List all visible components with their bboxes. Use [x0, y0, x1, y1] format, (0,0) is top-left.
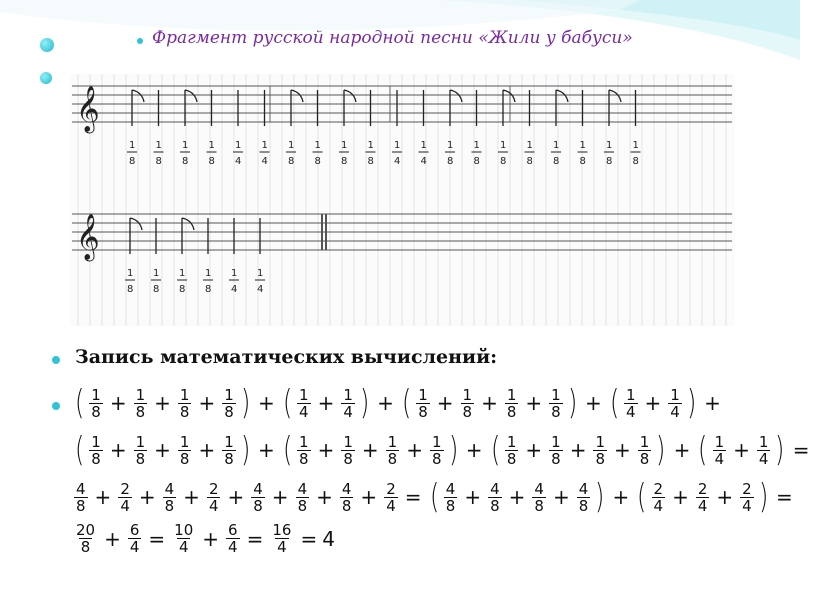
fraction [89, 387, 103, 420]
duration-numerator: 1 [153, 268, 160, 279]
plus-sign: + [716, 485, 734, 509]
duration-numerator: 1 [526, 140, 533, 151]
plus-sign: + [733, 438, 750, 462]
fraction-numerator: 1 [758, 432, 769, 451]
fraction-denominator: 4 [277, 538, 287, 556]
plus-sign: + [464, 485, 482, 509]
fraction-numerator: 2 [697, 479, 708, 498]
fraction [207, 481, 221, 514]
fraction-numerator: 20 [76, 521, 96, 539]
fraction-numerator: 1 [551, 385, 561, 404]
plus-sign: + [154, 391, 171, 415]
duration-denominator: 8 [179, 284, 186, 295]
duration-numerator: 1 [231, 268, 238, 279]
fraction [444, 481, 458, 514]
duration-numerator: 1 [179, 268, 186, 279]
plus-sign: + [183, 485, 200, 509]
fraction-numerator: 1 [299, 385, 309, 404]
fraction-numerator: 1 [462, 385, 473, 404]
fraction [297, 434, 311, 467]
duration-denominator: 4 [394, 156, 401, 167]
duration-denominator: 4 [261, 156, 268, 167]
fraction [713, 434, 727, 467]
fraction-denominator: 8 [639, 449, 650, 468]
open-paren: ( [429, 477, 439, 517]
fraction-denominator: 8 [135, 402, 146, 421]
fraction-denominator: 8 [341, 496, 352, 515]
fraction [74, 481, 88, 514]
fraction-numerator: 1 [714, 432, 725, 451]
fraction-denominator: 4 [742, 496, 752, 515]
fraction [638, 434, 652, 467]
duration-denominator: 8 [632, 156, 639, 167]
slide-title: Фрагмент русской народной песни «Жили у бабуси» [152, 28, 633, 48]
close-paren: ) [758, 477, 768, 517]
duration-numerator: 1 [288, 140, 295, 151]
fraction [461, 387, 475, 420]
duration-denominator: 8 [155, 156, 162, 167]
fraction-numerator: 1 [431, 432, 442, 451]
plus-sign: + [672, 485, 689, 509]
fraction-denominator: 8 [595, 449, 605, 468]
fraction [270, 522, 293, 555]
open-paren: ( [490, 430, 500, 470]
fraction [757, 434, 771, 467]
fraction-denominator: 8 [506, 402, 517, 421]
plus-sign: + [361, 438, 379, 462]
score-bullet [40, 72, 52, 84]
fraction-numerator: 1 [224, 432, 234, 451]
fraction-numerator: 1 [224, 385, 234, 404]
fraction [341, 387, 355, 420]
fraction-denominator: 4 [670, 402, 680, 421]
fraction [740, 481, 754, 514]
fraction-numerator: 4 [578, 479, 589, 498]
fraction-numerator: 1 [595, 432, 605, 451]
fraction [593, 434, 607, 467]
fraction [488, 481, 502, 514]
fraction-numerator: 4 [76, 479, 86, 498]
duration-denominator: 4 [257, 284, 264, 295]
duration-denominator: 4 [231, 284, 238, 295]
equals-sign: = [246, 526, 264, 551]
fraction-numerator: 1 [135, 432, 146, 451]
plus-sign: + [406, 438, 423, 462]
fraction-denominator: 8 [299, 449, 309, 468]
duration-denominator: 8 [473, 156, 480, 167]
fraction-numerator: 1 [506, 385, 517, 404]
duration-denominator: 8 [526, 156, 533, 167]
plus-sign: + [317, 391, 335, 415]
duration-numerator: 1 [257, 268, 264, 279]
duration-denominator: 8 [447, 156, 454, 167]
fraction-denominator: 4 [178, 538, 189, 556]
fraction-denominator: 8 [179, 402, 190, 421]
close-paren: ) [595, 477, 605, 517]
header-bullet-large [40, 38, 54, 52]
close-paren: ) [686, 383, 697, 423]
fraction [577, 481, 591, 514]
plus-sign: + [704, 391, 721, 415]
fraction [163, 481, 177, 514]
fraction-denominator: 4 [697, 496, 708, 515]
fraction-numerator: 1 [179, 385, 190, 404]
close-paren: ) [359, 383, 370, 423]
fraction [624, 387, 638, 420]
duration-numerator: 1 [500, 140, 507, 151]
fraction-denominator: 8 [462, 402, 473, 421]
fraction-numerator: 1 [343, 432, 353, 451]
plus-sign: + [154, 438, 171, 462]
duration-numerator: 1 [579, 140, 586, 151]
plus-sign: + [569, 438, 587, 462]
fraction [386, 434, 400, 467]
close-paren: ) [240, 430, 251, 470]
plus-sign: + [673, 438, 691, 462]
equals-sign: = [792, 438, 810, 462]
fraction [118, 481, 132, 514]
fraction [128, 522, 142, 555]
fraction [134, 387, 148, 420]
fraction [505, 434, 519, 467]
plus-sign: + [525, 438, 543, 462]
plus-sign: + [109, 391, 127, 415]
duration-numerator: 1 [553, 140, 560, 151]
fraction-numerator: 6 [228, 521, 238, 539]
fraction [226, 522, 240, 555]
plus-sign: + [525, 391, 543, 415]
plus-sign: + [316, 485, 333, 509]
plus-sign: + [612, 485, 630, 509]
fraction-denominator: 8 [490, 496, 500, 515]
fraction-denominator: 8 [297, 496, 308, 515]
fraction [505, 387, 519, 420]
section-heading: Запись математических вычислений: [75, 346, 498, 368]
fraction-numerator: 10 [174, 521, 194, 539]
plus-sign: + [377, 391, 394, 415]
fraction-numerator: 1 [551, 432, 561, 451]
fraction-denominator: 8 [431, 449, 442, 468]
fraction [416, 387, 430, 420]
fraction [178, 387, 192, 420]
close-paren: ) [656, 430, 666, 470]
fraction [251, 481, 265, 514]
plus-sign: + [94, 485, 112, 509]
fraction-denominator: 8 [551, 449, 561, 468]
duration-numerator: 1 [235, 140, 242, 151]
plus-sign: + [202, 526, 220, 551]
open-paren: ( [282, 430, 293, 470]
treble-clef-icon: 𝄞 [76, 86, 100, 132]
duration-denominator: 8 [153, 284, 160, 295]
duration-numerator: 1 [129, 140, 136, 151]
duration-numerator: 1 [314, 140, 321, 151]
fraction [668, 387, 682, 420]
duration-numerator: 1 [473, 140, 480, 151]
fraction-numerator: 4 [490, 479, 500, 498]
fraction-denominator: 8 [224, 402, 234, 421]
plus-sign: + [109, 438, 127, 462]
fraction-denominator: 8 [135, 449, 146, 468]
duration-denominator: 4 [420, 156, 427, 167]
fraction [222, 387, 236, 420]
fraction-denominator: 8 [91, 449, 101, 468]
duration-denominator: 8 [606, 156, 613, 167]
fraction [532, 481, 546, 514]
fraction [172, 522, 195, 555]
fraction [696, 481, 710, 514]
fraction-numerator: 4 [297, 479, 308, 498]
fraction-numerator: 1 [299, 432, 309, 451]
duration-numerator: 1 [182, 140, 189, 151]
fraction-numerator: 1 [91, 385, 101, 404]
fraction-numerator: 6 [129, 521, 140, 539]
plus-sign: + [508, 485, 526, 509]
fraction [222, 434, 236, 467]
duration-denominator: 8 [208, 156, 215, 167]
open-paren: ( [74, 430, 85, 470]
duration-numerator: 1 [261, 140, 268, 151]
plus-sign: + [465, 438, 483, 462]
fraction [297, 387, 311, 420]
duration-numerator: 1 [394, 140, 401, 151]
equation-line-3 [72, 477, 798, 517]
fraction [549, 387, 563, 420]
duration-numerator: 1 [127, 268, 134, 279]
duration-numerator: 1 [341, 140, 348, 151]
fraction-denominator: 8 [80, 538, 91, 556]
fraction [549, 434, 563, 467]
fraction [178, 434, 192, 467]
plus-sign: + [360, 485, 378, 509]
plus-sign: + [138, 485, 156, 509]
math-bullet [52, 402, 60, 410]
fraction-denominator: 8 [534, 496, 544, 515]
fraction-numerator: 1 [179, 432, 190, 451]
fraction-denominator: 8 [343, 449, 353, 468]
duration-denominator: 4 [235, 156, 242, 167]
music-score-image [70, 74, 735, 326]
duration-numerator: 1 [208, 140, 215, 151]
fraction [340, 481, 354, 514]
music-score-svg [70, 74, 735, 326]
fraction [74, 522, 97, 555]
fraction-denominator: 8 [551, 402, 561, 421]
duration-denominator: 8 [288, 156, 295, 167]
fraction-denominator: 4 [343, 402, 353, 421]
duration-numerator: 1 [155, 140, 162, 151]
fraction-denominator: 8 [224, 449, 234, 468]
fraction [384, 481, 398, 514]
fraction-numerator: 2 [208, 479, 219, 498]
equals-sign: = [775, 485, 793, 509]
duration-denominator: 8 [579, 156, 586, 167]
fraction-denominator: 8 [164, 496, 175, 515]
heading-bullet [52, 356, 60, 364]
fraction-numerator: 1 [343, 385, 353, 404]
plus-sign: + [481, 391, 498, 415]
fraction-denominator: 4 [386, 496, 396, 515]
equals-sign: = [300, 526, 318, 551]
fraction-denominator: 4 [120, 496, 130, 515]
fraction-numerator: 1 [625, 385, 636, 404]
fraction [430, 434, 444, 467]
duration-denominator: 8 [205, 284, 212, 295]
fraction-numerator: 4 [253, 479, 263, 498]
duration-denominator: 8 [553, 156, 560, 167]
duration-denominator: 8 [500, 156, 507, 167]
fraction-denominator: 8 [179, 449, 190, 468]
result-value: 4 [322, 526, 335, 551]
fraction-numerator: 4 [164, 479, 175, 498]
fraction-numerator: 2 [742, 479, 752, 498]
fraction [89, 434, 103, 467]
duration-numerator: 1 [205, 268, 212, 279]
fraction-numerator: 4 [534, 479, 544, 498]
close-paren: ) [567, 383, 577, 423]
open-paren: ( [74, 383, 85, 423]
open-paren: ( [282, 383, 293, 423]
duration-denominator: 8 [127, 284, 134, 295]
plus-sign: + [258, 391, 275, 415]
equals-sign: = [148, 526, 166, 551]
equals-sign: = [404, 485, 422, 509]
close-paren: ) [448, 430, 458, 470]
equation-line-2 [72, 430, 815, 470]
plus-sign: + [258, 438, 275, 462]
plus-sign: + [271, 485, 289, 509]
plus-sign: + [552, 485, 570, 509]
fraction-numerator: 1 [670, 385, 680, 404]
fraction-denominator: 4 [208, 496, 219, 515]
fraction-numerator: 1 [387, 432, 398, 451]
duration-denominator: 8 [129, 156, 136, 167]
fraction-denominator: 4 [714, 449, 725, 468]
duration-denominator: 8 [341, 156, 348, 167]
fraction-denominator: 8 [387, 449, 398, 468]
plus-sign: + [198, 438, 216, 462]
plus-sign: + [584, 391, 602, 415]
fraction [134, 434, 148, 467]
fraction-denominator: 8 [253, 496, 263, 515]
plus-sign: + [227, 485, 245, 509]
plus-sign: + [614, 438, 631, 462]
duration-denominator: 8 [182, 156, 189, 167]
plus-sign: + [644, 391, 662, 415]
fraction-denominator: 8 [445, 496, 456, 515]
plus-sign: + [198, 391, 216, 415]
treble-clef-icon: 𝄞 [76, 214, 100, 260]
fraction [652, 481, 666, 514]
fraction-denominator: 8 [76, 496, 86, 515]
duration-denominator: 8 [367, 156, 374, 167]
fraction-denominator: 4 [299, 402, 309, 421]
fraction-numerator: 1 [91, 432, 101, 451]
fraction-numerator: 4 [341, 479, 352, 498]
fraction-numerator: 1 [135, 385, 146, 404]
open-paren: ( [401, 383, 412, 423]
equation-line-1 [72, 383, 726, 423]
fraction-numerator: 16 [272, 521, 292, 539]
fraction-denominator: 8 [418, 402, 428, 421]
header-bullet-small [137, 38, 143, 44]
fraction-denominator: 8 [578, 496, 589, 515]
close-paren: ) [240, 383, 251, 423]
duration-numerator: 1 [632, 140, 639, 151]
plus-sign: + [436, 391, 454, 415]
fraction-numerator: 1 [506, 432, 517, 451]
fraction-numerator: 1 [418, 385, 428, 404]
open-paren: ( [698, 430, 708, 470]
fraction-denominator: 4 [625, 402, 636, 421]
fraction-numerator: 1 [639, 432, 650, 451]
plus-sign: + [104, 526, 121, 551]
equation-line-4 [72, 522, 335, 555]
duration-numerator: 1 [606, 140, 613, 151]
fraction-denominator: 8 [506, 449, 517, 468]
fraction-numerator: 2 [653, 479, 664, 498]
fraction-numerator: 2 [120, 479, 130, 498]
open-paren: ( [637, 477, 647, 517]
plus-sign: + [317, 438, 335, 462]
close-paren: ) [775, 430, 785, 470]
duration-numerator: 1 [420, 140, 427, 151]
duration-numerator: 1 [367, 140, 374, 151]
fraction [341, 434, 355, 467]
fraction-denominator: 4 [653, 496, 664, 515]
open-paren: ( [609, 383, 619, 423]
fraction-numerator: 2 [386, 479, 396, 498]
fraction [296, 481, 310, 514]
duration-numerator: 1 [447, 140, 454, 151]
fraction-denominator: 4 [228, 538, 238, 556]
duration-denominator: 8 [314, 156, 321, 167]
fraction-denominator: 4 [758, 449, 769, 468]
fraction-denominator: 8 [91, 402, 101, 421]
fraction-denominator: 4 [129, 538, 140, 556]
fraction-numerator: 4 [445, 479, 456, 498]
